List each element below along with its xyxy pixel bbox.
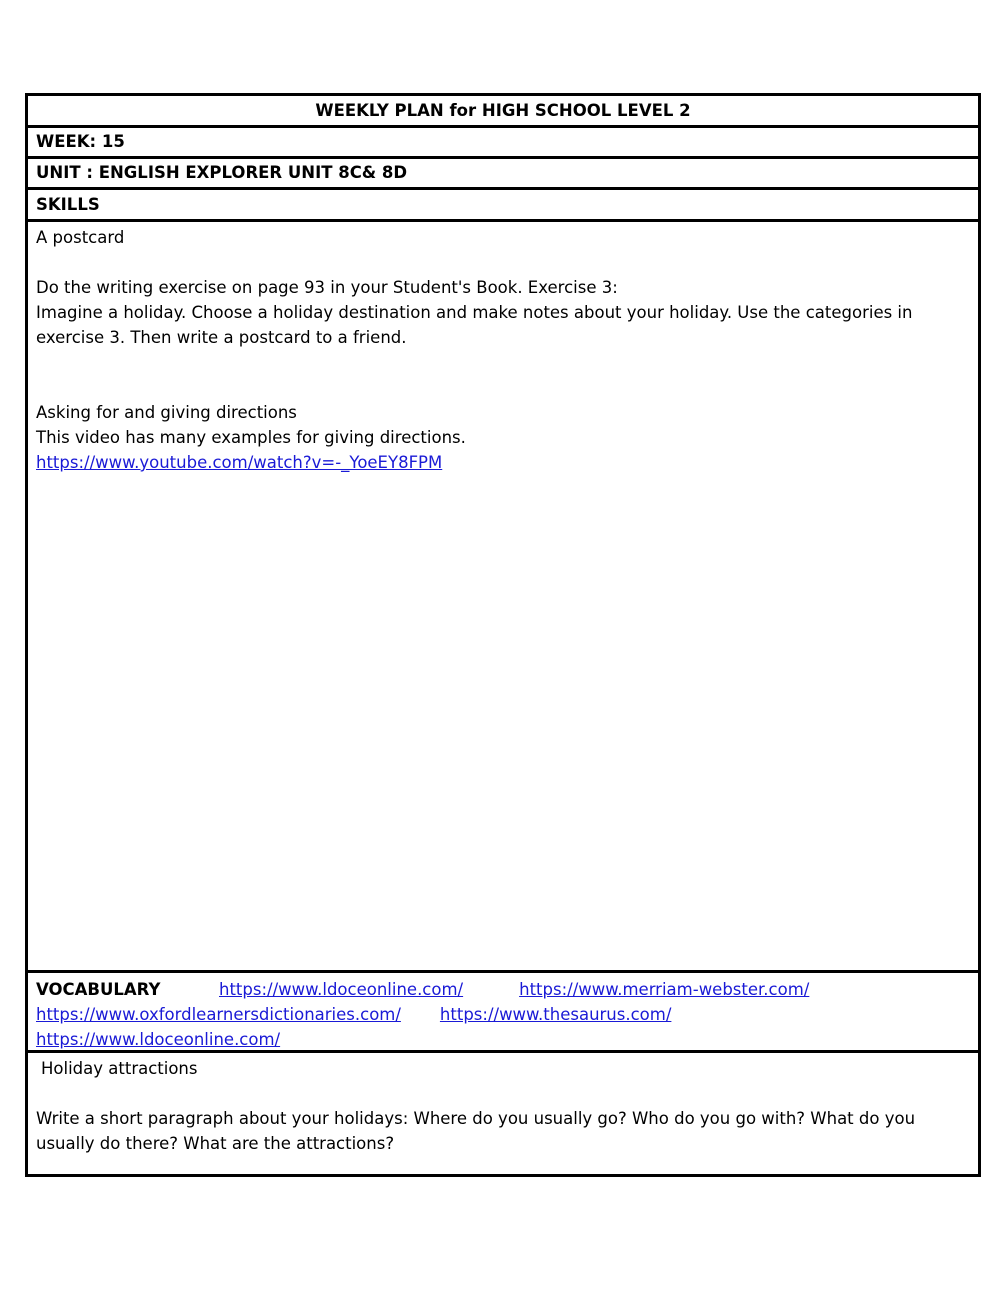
weekly-plan-table <box>25 93 981 1177</box>
thesaurus-link[interactable]: https://www.thesaurus.com/ <box>439 1005 672 1024</box>
spacer <box>36 250 978 275</box>
exercise-line: Do the writing exercise on page 93 in your Student's Book. Exercise 3: <box>36 278 618 297</box>
spacer <box>36 1081 978 1106</box>
holiday-title: Holiday attractions <box>41 1059 198 1078</box>
oxford-dictionaries-link[interactable]: https://www.oxfordlearnersdictionaries.com/ <box>36 1005 401 1024</box>
postcard-instructions: Imagine a holiday. Choose a holiday destination and make notes about your holiday. Use the categories in exercise 3. Then write a postcard to a friend. <box>36 303 913 347</box>
holiday-section <box>28 1053 978 1174</box>
ldoce-link[interactable]: https://www.ldoceonline.com/ <box>219 980 464 999</box>
vocabulary-label: VOCABULARY <box>36 980 161 999</box>
postcard-title: A postcard <box>36 228 125 247</box>
unit-label: UNIT : ENGLISH EXPLORER UNIT 8C& 8D <box>28 159 978 190</box>
holiday-prompt: Write a short paragraph about your holidays: Where do you usually go? Who do you go with? What do you usually do there? What are the attractions? <box>36 1109 916 1153</box>
video-link[interactable]: https://www.youtube.com/watch?v=-_YoeEY8FPM <box>36 453 443 472</box>
plan-title: WEEKLY PLAN for HIGH SCHOOL LEVEL 2 <box>28 96 978 128</box>
vocabulary-section <box>28 973 978 1053</box>
directions-title: Asking for and giving directions <box>36 403 297 422</box>
ldoce-link-2[interactable]: https://www.ldoceonline.com/ <box>36 1030 281 1049</box>
video-description: This video has many examples for giving directions. <box>36 428 466 447</box>
spacer <box>36 350 978 400</box>
skills-section <box>28 222 978 973</box>
skills-heading: SKILLS <box>28 190 978 222</box>
merriam-webster-link[interactable]: https://www.merriam-webster.com/ <box>519 980 810 999</box>
week-label: WEEK: 15 <box>28 128 978 159</box>
